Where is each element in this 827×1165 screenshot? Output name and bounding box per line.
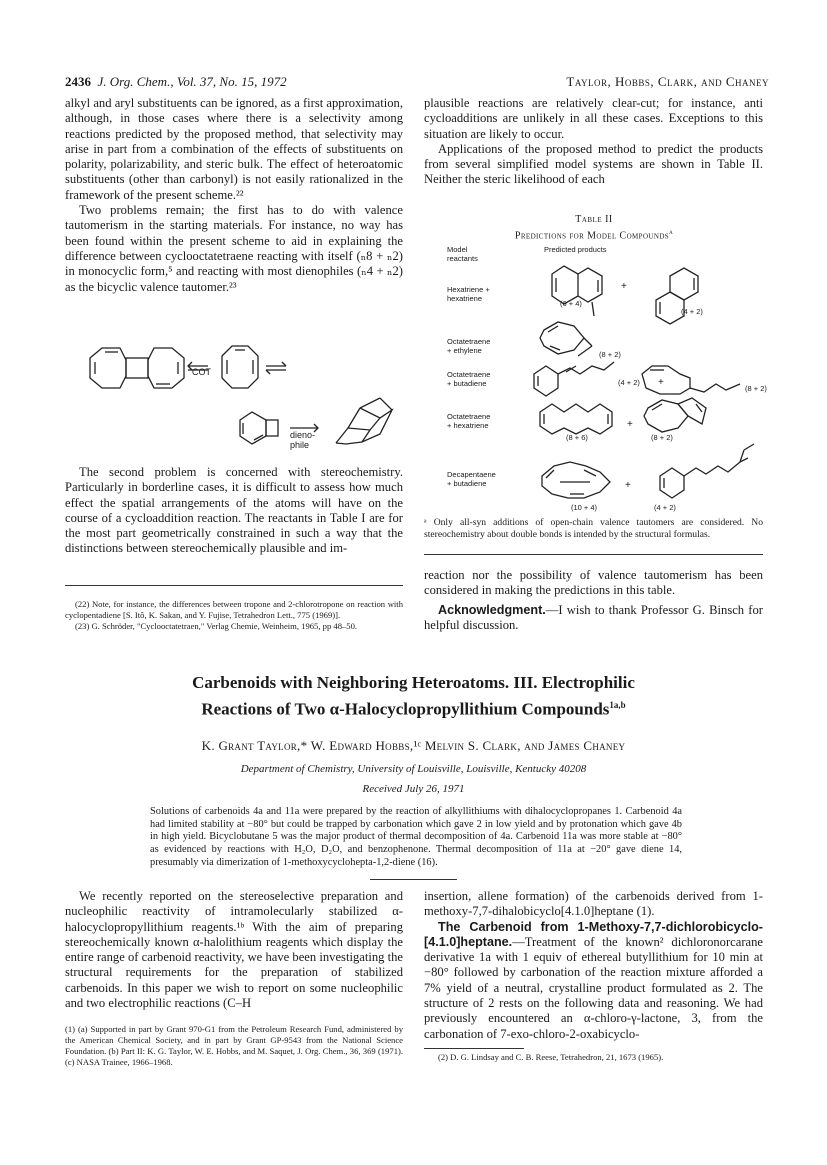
running-header-left	[65, 74, 287, 90]
body-right-para-1: insertion, allene formation) of the carbenoids derived from 1-methoxy-7,7-dihalobicyclo[4.1.0]heptane (1).	[424, 889, 763, 919]
article-body-left	[65, 889, 403, 1011]
running-title: Taylor, Hobbs, Clark, and Chaney	[566, 74, 769, 89]
row-4-label-b: (8 + 2)	[651, 433, 673, 442]
left-column-top	[65, 96, 403, 295]
col-head-model: Model reactants	[447, 245, 478, 263]
table-bottom-rule	[424, 554, 763, 555]
row-5-label-b: (4 + 2)	[654, 503, 676, 512]
abstract: Solutions of carbenoids 4a and 11a were prepared by the reaction of alkyllithiums with dihalocyclopropanes 1. Carbenoid 4a had limited stability at −80° but could be trapped by carbonation which gave 2 in low yield and by protonation which gave 4b in high yield. Bicyclobutane 5 was the major product of thermal decomposition of 4a. Carbenoid 11a was more stable at −80° as evidenced by reactions with H₂O, D₂O, and benzophenone. Thermal decomposition of 11a at −20° gave diene 14, presumably via dimerization of 1-methoxycyclohepta-1,2-diene (16).	[150, 806, 682, 868]
right-column-top	[424, 96, 763, 188]
table-footnote: ᵃ Only all-syn additions of open-chain valence tautomers are considered. No stereochemistry about double bonds is intended by the structural formulas.	[424, 517, 763, 540]
left-para-3: The second problem is concerned with stereochemistry. Particularly in borderline cases, it is difficult to assess how much effect the spatial arrangements of the atoms will have on the course of a cycloaddition reaction. The reactants in Table I are for the most part geometrically constrained in such a way that the distinctions between stereochemically plausible and im-	[65, 465, 403, 556]
right-para-3: reaction nor the possibility of valence tautomerism has been considered in making the predictions in this table.	[424, 568, 763, 598]
row-1-label-a: (6 + 4)	[560, 299, 582, 308]
cyclodecene-8-2-product	[642, 366, 690, 394]
left-para-1: alkyl and aryl substituents can be ignored, as a first approximation, although, in those cases where there is a selectivity among reactions predicted by the proposed method, that selectivity may arise in part from a combination of the effects of substituents on polarity, polarizability, and steric bulk. The effect of heteroatomic substituents (other than carbonyl) is not easily rationalized in the framework of the present scheme.²²	[65, 96, 403, 202]
row-1-label-b: (4 + 2)	[681, 307, 703, 316]
plus-row-3: +	[658, 377, 664, 388]
acknowledgment: Acknowledgment.—I wish to thank Professor G. Binsch for helpful discussion.	[424, 602, 763, 632]
footnote-1: (1) (a) Supported in part by Grant 970-G1 from the Petroleum Research Fund, administered by the American Chemical Society, and in part by Grant GP-9543 from the National Science Foundation. (b) Part II: K. G. Taylor, W. E. Hobbs, and M. Saquet, J. Org. Chem., 36, 369 (1971). (c) NASA Trainee, 1966–1968.	[65, 1024, 403, 1067]
table-subtitle: Predictions for Model Compounds$^a$	[514, 228, 674, 242]
article-authors: K. Grant Taylor,* W. Edward Hobbs,¹ᶜ Melvin S. Clark, and James Chaney	[201, 738, 626, 753]
row-4-reactants: Octatetraene + hexatriene	[447, 412, 491, 430]
plus-row-5: +	[625, 480, 631, 491]
row-3-label-b: (8 + 2)	[745, 384, 767, 393]
article-title: Carbenoids with Neighboring Heteroatoms. III. Electrophilic Reactions of Two α-Halocyclopropyllithium Compounds$^{1a,b}$	[192, 673, 635, 719]
plus-row-4: +	[627, 419, 633, 430]
row-5-label-a: (10 + 4)	[571, 503, 598, 512]
left-para-2: Two problems remain; the first has to do with valence tautomerism in the starting materials. For instance, no way has been found within the present scheme to aid in explaining the difference between cyclooctatetraene reacting with itself (ₙ8 + ₙ2) in monocyclic form,⁵ and reacting with most dienophiles (ₙ4 + ₙ2) as the bicyclic valence tautomer.²³	[65, 203, 403, 294]
author-affiliation: Department of Chemistry, University of Louisville, Louisville, Kentucky 40208	[240, 763, 587, 775]
body-right-para-2: The Carbenoid from 1-Methoxy-7,7-dichlorobicyclo-[4.1.0]heptane.—Treatment of the known² dichloronorcarane derivative 1a with 1 equiv of ethereal butyllithium for 10 min at −80° followed by carbonation of the reaction mixture afforded a 7% yield of a neutral, crystalline product formulated as 2. The structure of 2 rests on the following data and reasoning. We had previously encountered an α-chloro-γ-lactone, 3, from the carbonation of 7-exo-chloro-2-oxabicyclo-	[424, 919, 763, 1041]
dienophile-label: dieno- phile	[290, 430, 316, 450]
right-column-bottom	[424, 568, 763, 633]
left-column-bottom	[65, 465, 403, 557]
row-3-label-a: (4 + 2)	[618, 378, 640, 387]
body-left-para: We recently reported on the stereoselective preparation and nucleophilic reactivity of intramolecularly stabilized α-halocyclopropyllithium reagents.¹ᵇ With the aim of preparing stereochemically known α-halolithium reagents which display the entire range of carbenoid reactivity, we have been investigating the structural requirements for the preparation of stabilized carbenoids. In this paper we wish to report on some nucleophilic and two electrophilic reactions (C–H	[65, 889, 403, 1011]
row-4-label-a: (8 + 6)	[566, 433, 588, 442]
row-3-reactants: Octatetraene + butadiene	[447, 370, 491, 388]
right-para-1: plausible reactions are relatively clear-cut; for instance, anti cycloadditions are unlikely in all these cases. Exceptions to this situation are likely to occur.	[424, 96, 763, 141]
bicyclo-8-6-product	[540, 404, 612, 434]
footnote-22: (22) Note, for instance, the differences between tropone and 2-chlorotropone on reaction with cyclopentadiene [S. Itô, K. Sakan, and Y. Fujise, Tetrahedron Lett., 775 (1969)].	[65, 599, 403, 620]
cot-valence-scheme	[80, 338, 410, 458]
footnote-23: (23) G. Schröder, "Cyclooctatetraen," Verlag Chemie, Weinheim, 1965, pp 48–50.	[75, 621, 358, 631]
row-5-reactants: Decapentaene + butadiene	[447, 470, 496, 488]
article-body-right	[424, 889, 763, 1042]
left-footnotes	[65, 599, 403, 632]
bicyclooctatriene	[240, 412, 266, 444]
col-head-products: Predicted products	[544, 245, 607, 254]
bicyclo-8-2-product	[540, 322, 584, 354]
cot-arrow-label: COT	[192, 367, 211, 377]
abstract-divider	[370, 879, 457, 880]
row-1-reactants: Hexatriene + hexatriene	[447, 285, 490, 303]
cyclobutane-ring	[126, 358, 148, 378]
row-2-label-a: (8 + 2)	[599, 350, 621, 359]
table-title: Table II	[575, 214, 613, 225]
page-number: 2436	[65, 74, 91, 89]
footnote-rule-left	[65, 585, 403, 586]
journal-citation: J. Org. Chem., Vol. 37, No. 15, 1972	[97, 74, 287, 89]
footnote-rule-right	[424, 1048, 524, 1049]
bicyclo-10-4-product	[542, 462, 610, 498]
footnote-2: (2) D. G. Lindsay and C. B. Reese, Tetrahedron, 21, 1673 (1965).	[438, 1052, 664, 1062]
right-para-2: Applications of the proposed method to predict the products from several simplified model systems are shown in Table II. Neither the steric likelihood of each	[424, 141, 763, 187]
bicyclo-8-2-product-b	[644, 400, 688, 432]
plus-row-1: +	[621, 281, 627, 292]
received-date: Received July 26, 1971	[362, 783, 465, 795]
row-2-reactants: Octatetraene + ethylene	[447, 337, 491, 355]
